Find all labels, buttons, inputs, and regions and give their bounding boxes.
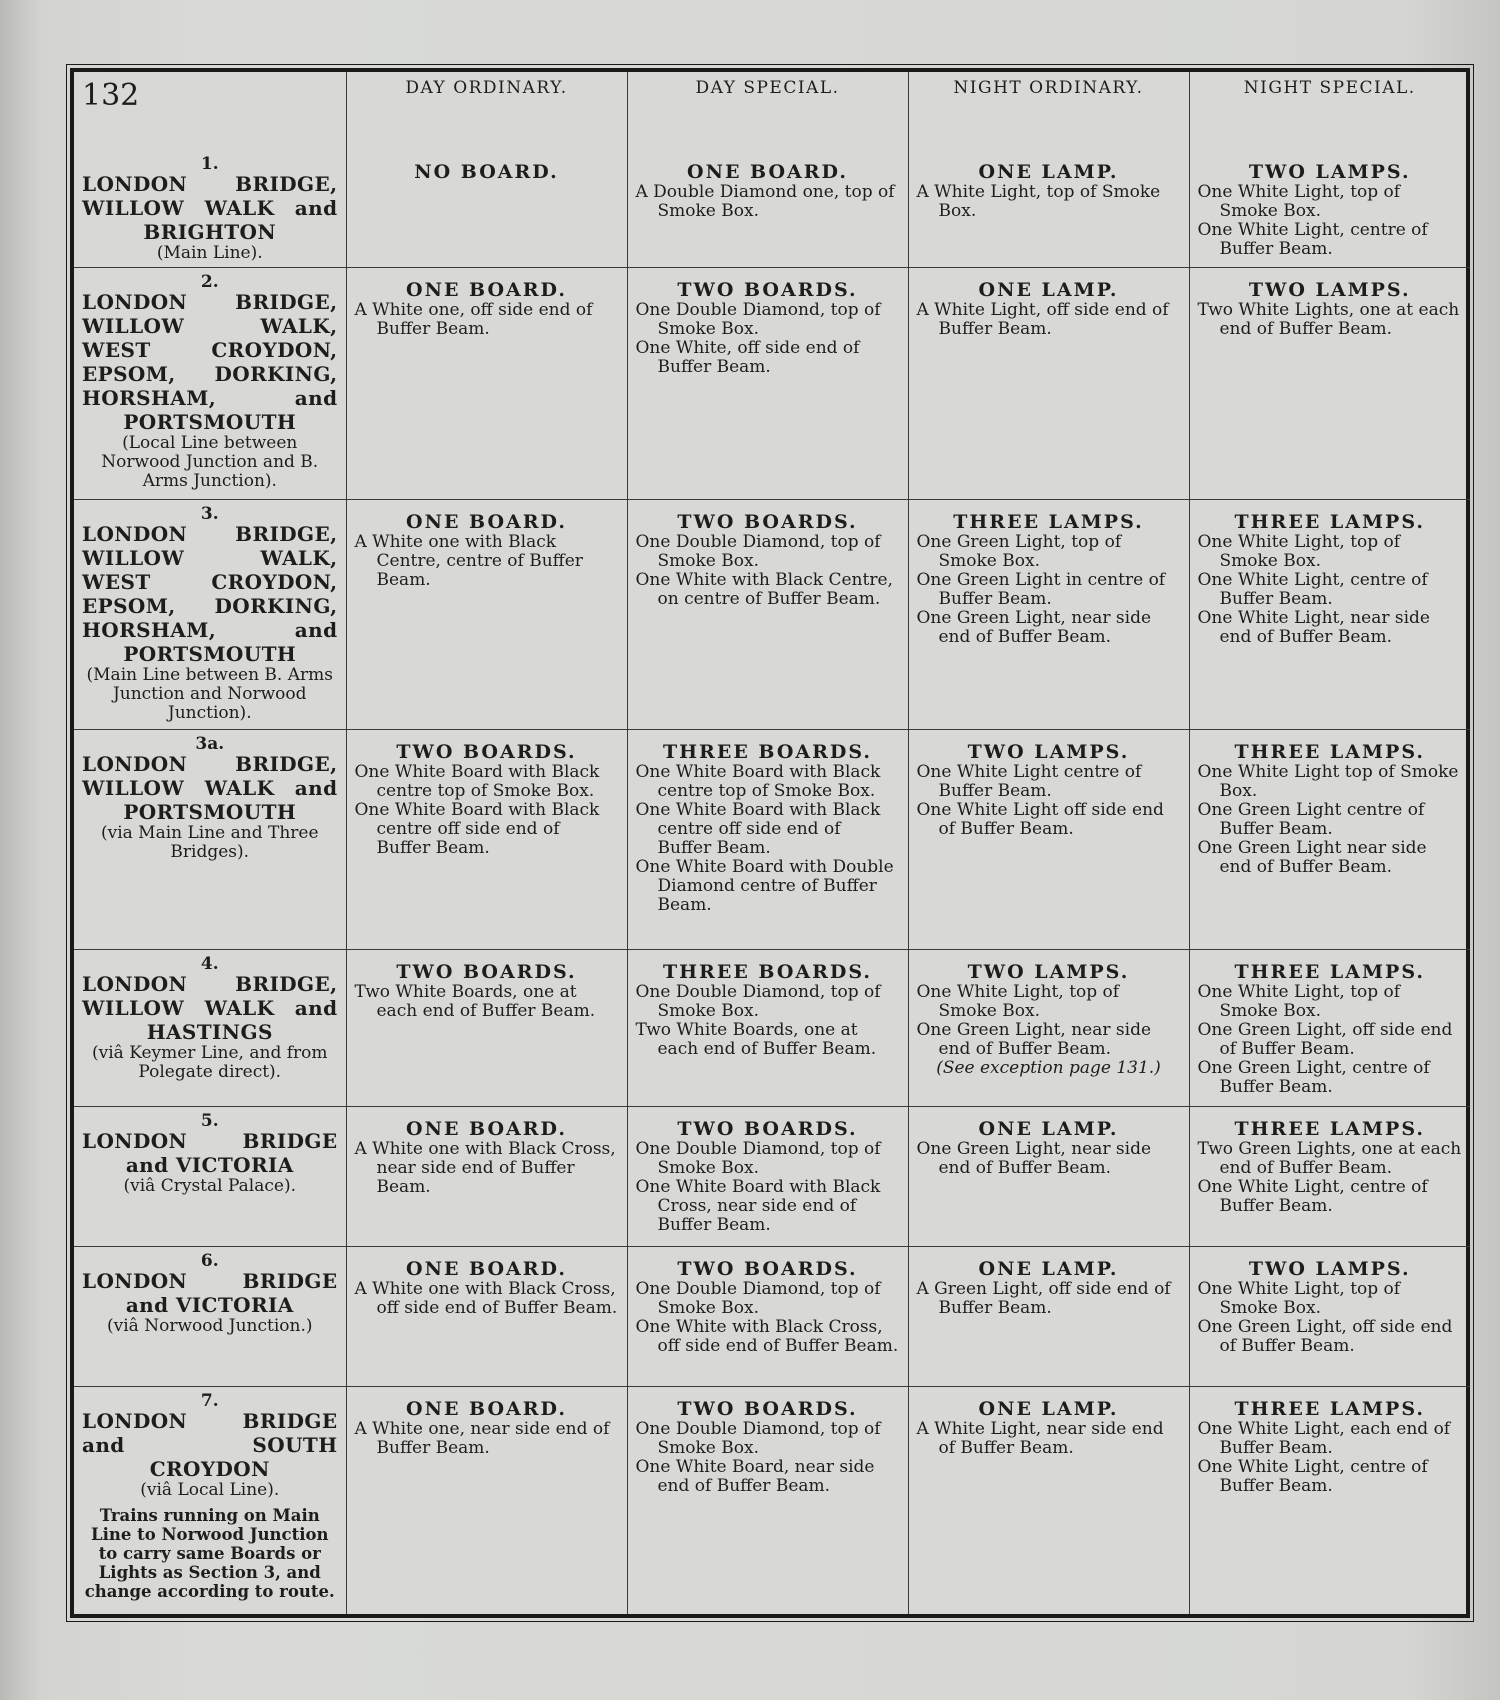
entry-line: One Double Diamond, top of Smoke Box. xyxy=(635,1419,881,1458)
entry-line: One Green Light, off side end of Buffer Beam. xyxy=(1197,1317,1453,1356)
table-row xyxy=(74,150,1470,268)
entry-heading: THREE LAMPS. xyxy=(1234,961,1426,983)
entry-line: One Green Light, off side end of Buffer Beam. xyxy=(1197,1020,1453,1059)
entry-heading: ONE LAMP. xyxy=(978,1398,1119,1420)
route-cell xyxy=(74,730,346,950)
route-subtitle: (via Main Line and Three Bridges). xyxy=(100,823,319,862)
entry-line: One Green Light centre of Buffer Beam. xyxy=(1197,800,1425,839)
cell-night-special xyxy=(1189,950,1470,1107)
route-cell xyxy=(74,150,346,268)
entry-heading: TWO BOARDS. xyxy=(677,1118,858,1140)
cell-day-ordinary xyxy=(346,1107,627,1247)
route-number: 4. xyxy=(200,954,219,974)
entry-line: One Green Light, near side end of Buffer Beam. xyxy=(916,608,1152,647)
entry-line: One White Light top of Smoke Box. xyxy=(1197,762,1459,801)
entry-exception xyxy=(917,1059,1181,1078)
entry-heading: THREE LAMPS. xyxy=(953,511,1144,533)
entry-heading: TWO LAMPS. xyxy=(967,741,1130,763)
entry-line: One White with Black Cross, off side end of Buffer Beam. xyxy=(635,1317,899,1356)
route-number: 2. xyxy=(200,272,219,292)
entry-line: One White, off side end of Buffer Beam. xyxy=(635,338,860,377)
entry-line: One Green Light, centre of Buffer Beam. xyxy=(1197,1058,1430,1097)
entry-line: Two Green Lights, one at each end of Buffer Beam. xyxy=(1197,1139,1462,1178)
header-night-special: NIGHT SPECIAL. xyxy=(1243,78,1416,98)
signal-table-frame xyxy=(70,68,1470,1618)
cell-night-ordinary xyxy=(908,950,1189,1107)
cell-night-special xyxy=(1189,500,1470,730)
route-cell xyxy=(74,950,346,1107)
entry-line: One White Light centre of Buffer Beam. xyxy=(916,762,1142,801)
cell-day-special xyxy=(627,1247,908,1387)
cell-night-ordinary xyxy=(908,500,1189,730)
route-subtitle: (Main Line). xyxy=(156,243,263,263)
header-day-special: DAY SPECIAL. xyxy=(627,72,908,150)
cell-day-ordinary xyxy=(346,1247,627,1387)
table-body xyxy=(74,150,1470,1614)
entry-heading: ONE LAMP. xyxy=(978,1258,1119,1280)
header-night-ordinary: NIGHT ORDINARY. xyxy=(908,72,1189,150)
entry-line: A White one with Black Centre, centre of Buffer Beam. xyxy=(354,532,583,590)
entry-line: One White Light, centre of Buffer Beam. xyxy=(1197,570,1428,609)
entry-line: One Double Diamond, top of Smoke Box. xyxy=(635,1279,881,1318)
entry-line: One Green Light near side end of Buffer Beam. xyxy=(1197,838,1427,877)
route-cell xyxy=(74,500,346,730)
entry-line: One White Board with Black centre top of Smoke Box. xyxy=(635,762,881,801)
entry-line: A White one with Black Cross, near side end of Buffer Beam. xyxy=(354,1139,616,1197)
entry-heading: ONE BOARD. xyxy=(406,1398,567,1420)
route-note: Trains running on Main Line to Norwood Junction to carry same Boards or Lights as Section 3, and change according to route. xyxy=(84,1506,335,1601)
entry-line: One White with Black Centre, on centre of Buffer Beam. xyxy=(635,570,893,609)
entry-heading: ONE LAMP. xyxy=(978,1118,1119,1140)
entry-heading: NO BOARD. xyxy=(414,161,559,183)
cell-night-special xyxy=(1189,1107,1470,1247)
entry-heading: TWO BOARDS. xyxy=(677,1258,858,1280)
route-subtitle: (Local Line between Norwood Junction and B. Arms Junction). xyxy=(101,433,319,491)
entry-line: A Double Diamond one, top of Smoke Box. xyxy=(635,182,895,221)
entry-line: One White Light, each end of Buffer Beam. xyxy=(1197,1419,1451,1458)
entry-heading: THREE LAMPS. xyxy=(1234,1118,1426,1140)
entry-line: A White Light, near side end of Buffer Beam. xyxy=(916,1419,1164,1458)
entry-heading: ONE BOARD. xyxy=(406,511,567,533)
entry-line: One White Light, near side end of Buffer Beam. xyxy=(1197,608,1430,647)
entry-heading: ONE BOARD. xyxy=(406,1118,567,1140)
cell-night-special xyxy=(1189,268,1470,500)
entry-line: One Double Diamond, top of Smoke Box. xyxy=(635,532,881,571)
entry-heading: THREE LAMPS. xyxy=(1234,741,1426,763)
entry-line: Two White Boards, one at each end of Buffer Beam. xyxy=(635,1020,877,1059)
entry-line: One Green Light, near side end of Buffer Beam. xyxy=(916,1139,1152,1178)
table-row xyxy=(74,730,1470,950)
cell-night-ordinary xyxy=(908,268,1189,500)
route-number: 3a. xyxy=(195,734,225,754)
entry-line: One White Board with Black centre off side end of Buffer Beam. xyxy=(354,800,600,858)
entry-heading: TWO BOARDS. xyxy=(677,511,858,533)
exception-text: (See exception page 131.) xyxy=(936,1058,1161,1078)
page-number: 132 xyxy=(82,78,140,113)
cell-day-ordinary xyxy=(346,950,627,1107)
entry-heading: TWO LAMPS. xyxy=(1248,161,1411,183)
cell-night-special xyxy=(1189,1247,1470,1387)
entry-line: Two White Boards, one at each end of Buffer Beam. xyxy=(354,982,596,1021)
entry-heading: THREE LAMPS. xyxy=(1234,511,1426,533)
entry-line: One White Board with Black Cross, near side end of Buffer Beam. xyxy=(635,1177,881,1235)
cell-night-ordinary xyxy=(908,1387,1189,1615)
route-number: 6. xyxy=(200,1251,219,1271)
entry-line: One White Light, top of Smoke Box. xyxy=(916,982,1120,1021)
cell-day-special xyxy=(627,950,908,1107)
entry-line: One White Light, centre of Buffer Beam. xyxy=(1197,1177,1428,1216)
cell-day-special xyxy=(627,500,908,730)
entry-heading: TWO LAMPS. xyxy=(1248,1258,1411,1280)
cell-day-ordinary xyxy=(346,268,627,500)
entry-line: One Green Light in centre of Buffer Beam. xyxy=(916,570,1166,609)
route-number: 3. xyxy=(200,504,219,524)
cell-day-special xyxy=(627,1387,908,1615)
entry-line: One White Light, top of Smoke Box. xyxy=(1197,532,1401,571)
page-number-cell xyxy=(74,72,346,150)
route-name: LONDON BRIDGE, WILLOW WALK and BRIGHTON xyxy=(82,172,338,244)
table-row xyxy=(74,1387,1470,1615)
route-name: LONDON BRIDGE and VICTORIA xyxy=(82,1269,338,1317)
entry-heading: ONE LAMP. xyxy=(978,279,1119,301)
route-number: 5. xyxy=(200,1111,219,1131)
entry-line: One Green Light, near side end of Buffer Beam. xyxy=(916,1020,1152,1059)
entry-heading: ONE LAMP. xyxy=(978,161,1119,183)
entry-heading: THREE BOARDS. xyxy=(662,741,873,763)
entry-line: A White one, near side end of Buffer Beam. xyxy=(354,1419,610,1458)
entry-heading: TWO BOARDS. xyxy=(396,741,577,763)
entry-line: One White Board with Double Diamond centre of Buffer Beam. xyxy=(635,857,894,915)
entry-heading: THREE BOARDS. xyxy=(662,961,873,983)
table-row xyxy=(74,1107,1470,1247)
route-name: LONDON BRIDGE and VICTORIA xyxy=(82,1129,338,1177)
route-name: LONDON BRIDGE, WILLOW WALK, WEST CROYDON, EPSOM, DORKING, HORSHAM, and PORTSMOUTH xyxy=(82,522,338,666)
entry-heading: TWO BOARDS. xyxy=(677,279,858,301)
route-subtitle: (viâ Crystal Palace). xyxy=(123,1176,296,1196)
cell-day-special xyxy=(627,268,908,500)
cell-day-ordinary xyxy=(346,500,627,730)
cell-night-ordinary xyxy=(908,730,1189,950)
entry-line: One White Light, centre of Buffer Beam. xyxy=(1197,1457,1428,1496)
headcode-table xyxy=(74,72,1470,1614)
route-number: 1. xyxy=(200,154,219,174)
entry-line: One Double Diamond, top of Smoke Box. xyxy=(635,982,881,1021)
entry-line: One White Light, top of Smoke Box. xyxy=(1197,1279,1401,1318)
route-subtitle: (viâ Local Line). xyxy=(140,1480,280,1500)
table-row xyxy=(74,500,1470,730)
route-name: LONDON BRIDGE and SOUTH CROYDON xyxy=(82,1409,338,1481)
cell-day-special xyxy=(627,730,908,950)
cell-day-special xyxy=(627,150,908,268)
entry-heading: THREE LAMPS. xyxy=(1234,1398,1426,1420)
entry-line: Two White Lights, one at each end of Buffer Beam. xyxy=(1197,300,1460,339)
entry-heading: TWO BOARDS. xyxy=(677,1398,858,1420)
entry-line: One White Light, centre of Buffer Beam. xyxy=(1197,220,1428,259)
entry-line: A White one with Black Cross, off side end of Buffer Beam. xyxy=(354,1279,618,1318)
entry-line: One Double Diamond, top of Smoke Box. xyxy=(635,1139,881,1178)
entry-line: One Green Light, top of Smoke Box. xyxy=(916,532,1122,571)
entry-heading: ONE BOARD. xyxy=(406,279,567,301)
table-row xyxy=(74,268,1470,500)
entry-heading: TWO LAMPS. xyxy=(1248,279,1411,301)
route-cell xyxy=(74,1387,346,1615)
cell-day-ordinary xyxy=(346,150,627,268)
table-header-row xyxy=(74,72,1470,150)
cell-night-special xyxy=(1189,150,1470,268)
route-subtitle: (viâ Norwood Junction.) xyxy=(107,1316,313,1336)
entry-line: One White Board with Black centre off side end of Buffer Beam. xyxy=(635,800,881,858)
table-row xyxy=(74,950,1470,1107)
route-cell xyxy=(74,268,346,500)
entry-line: One White Light, top of Smoke Box. xyxy=(1197,182,1401,221)
entry-heading: ONE BOARD. xyxy=(406,1258,567,1280)
route-cell xyxy=(74,1107,346,1247)
entry-heading: ONE BOARD. xyxy=(687,161,848,183)
cell-night-ordinary xyxy=(908,1247,1189,1387)
entry-heading: TWO LAMPS. xyxy=(967,961,1130,983)
entry-line: One White Board, near side end of Buffer Beam. xyxy=(635,1457,875,1496)
route-subtitle: (Main Line between B. Arms Junction and Norwood Junction). xyxy=(86,665,333,723)
cell-night-ordinary xyxy=(908,150,1189,268)
cell-day-ordinary xyxy=(346,1387,627,1615)
cell-day-ordinary xyxy=(346,730,627,950)
route-name: LONDON BRIDGE, WILLOW WALK, WEST CROYDON, EPSOM, DORKING, HORSHAM, and PORTSMOUTH xyxy=(82,290,338,434)
entry-line: A White one, off side end of Buffer Beam. xyxy=(354,300,593,339)
entry-line: One Double Diamond, top of Smoke Box. xyxy=(635,300,881,339)
cell-night-ordinary xyxy=(908,1107,1189,1247)
entry-line: A White Light, top of Smoke Box. xyxy=(916,182,1161,221)
route-name: LONDON BRIDGE, WILLOW WALK and HASTINGS xyxy=(82,972,338,1044)
entry-line: A White Light, off side end of Buffer Beam. xyxy=(916,300,1169,339)
entry-line: One White Board with Black centre top of Smoke Box. xyxy=(354,762,600,801)
cell-night-special xyxy=(1189,1387,1470,1615)
route-subtitle: (viâ Keymer Line, and from Polegate direct). xyxy=(91,1043,328,1082)
entry-line: One White Light, top of Smoke Box. xyxy=(1197,982,1401,1021)
route-cell xyxy=(74,1247,346,1387)
cell-day-special xyxy=(627,1107,908,1247)
route-name: LONDON BRIDGE, WILLOW WALK and PORTSMOUTH xyxy=(82,752,338,824)
cell-night-special xyxy=(1189,730,1470,950)
table-row xyxy=(74,1247,1470,1387)
entry-line: One White Light off side end of Buffer Beam. xyxy=(916,800,1164,839)
header-day-ordinary: DAY ORDINARY. xyxy=(346,72,627,150)
entry-line: A Green Light, off side end of Buffer Beam. xyxy=(916,1279,1171,1318)
route-number: 7. xyxy=(200,1391,219,1411)
entry-heading: TWO BOARDS. xyxy=(396,961,577,983)
